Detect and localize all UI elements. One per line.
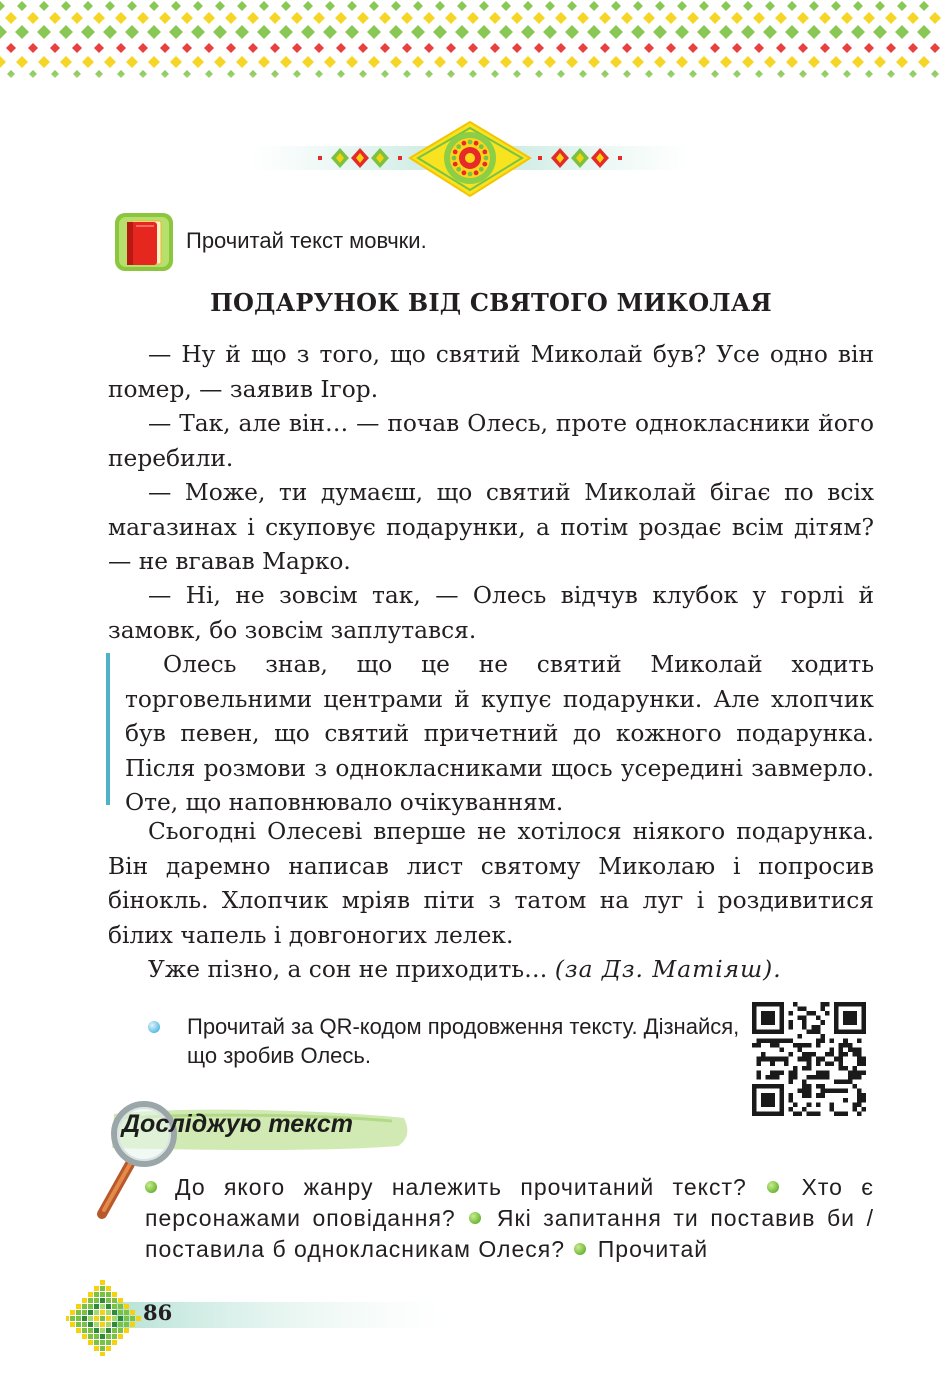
bullet-dot-icon [145,1181,157,1193]
aside-marker-bar [106,653,110,805]
instruction-row [114,212,894,272]
story-paragraph: — Так, але він… — почав Олесь, проте однокласники його перебили. [108,410,874,472]
attribution: (за Дз. Матіяш). [554,956,782,983]
story-paragraph: — Ну й що з того, що святий Миколай був? Усе одно він помер, — заявив Ігор. [108,341,874,403]
qr-code-icon[interactable] [752,1002,866,1116]
question-item: Які запитання ти поставив би / поставила б однокласникам Олеся? [145,1205,874,1262]
story-paragraph: Сьогодні Олесеві вперше не хотілося ніякого подарунка. Він даремно написав лист святому Миколаю і попросив бінокль. Хлопчик мріяв піти з татом на луг і роздивитися білих чапель і довгоногих лелек. [108,818,874,949]
questions-list [145,1172,874,1265]
story-last-line [108,953,874,988]
bullet-dot-icon [574,1243,586,1255]
bullet-dot-icon [767,1181,779,1193]
footer-decoration [66,1276,446,1356]
top-ornament-border [0,0,946,110]
story-aside-paragraph: Олесь знав, що це не святий Миколай ходить торговельними центрами й купує подарунки. Але хлопчик був певен, що святий причетний до кожного подарунка. Після розмови з однокласниками щось усередині завмерло. Оте, що наповнювало очікуванням. [125,651,874,816]
question-item: Прочитай [597,1236,709,1262]
story-paragraph: — Ні, не зовсім так, — Олесь відчув клубок у горлі й замовк, бо зовсім заплутався. [108,582,874,644]
page-number: 86 [143,1300,173,1325]
center-ornament [250,118,690,202]
qr-task-text: Прочитай за QR-кодом продовження тексту. Дізнайся, що зробив Олесь. [187,1014,740,1068]
last-line-text: Уже пізно, а сон не приходить… [148,956,548,983]
question-item: До якого жанру належить прочитаний текст? [175,1174,747,1200]
bullet-dot-icon [469,1212,481,1224]
section-title: Досліджую текст [122,1110,353,1138]
story-title: ПОДАРУНОК ВІД СВЯТОГО МИКОЛАЯ [210,288,772,317]
book-icon [114,212,174,272]
story-paragraph: — Може, ти думаєш, що святий Миколай бігає по всіх магазинах і скуповує подарунки, а потім роздає всім дітям? — не вгавав Марко. [108,479,874,575]
question-item: Хто є персонажами оповідання? [145,1174,874,1231]
instruction-text: Прочитай текст мовчки. [186,228,427,253]
bullet-dot-icon [148,1021,160,1033]
